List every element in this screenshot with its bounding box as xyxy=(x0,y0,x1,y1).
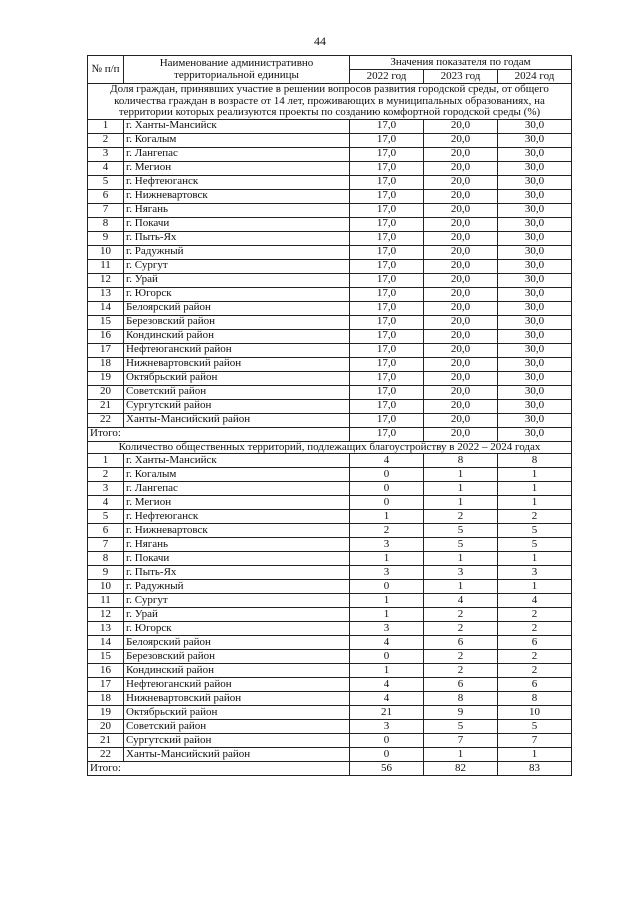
row-value-2022: 17,0 xyxy=(350,245,424,259)
row-value-2022: 1 xyxy=(350,664,424,678)
row-value-2022: 3 xyxy=(350,538,424,552)
row-value-2023: 9 xyxy=(424,706,498,720)
table-row xyxy=(88,720,572,734)
row-value-2022: 17,0 xyxy=(350,175,424,189)
row-value-2022: 17,0 xyxy=(350,301,424,315)
total-value-2024: 83 xyxy=(498,762,572,776)
row-value-2023: 1 xyxy=(424,748,498,762)
row-value-2024: 30,0 xyxy=(498,133,572,147)
row-number: 2 xyxy=(88,468,124,482)
row-value-2024: 2 xyxy=(498,622,572,636)
row-value-2023: 20,0 xyxy=(424,301,498,315)
row-value-2024: 1 xyxy=(498,482,572,496)
table-row xyxy=(88,566,572,580)
row-unit-name: г. Урай xyxy=(124,273,350,287)
row-unit-name: г. Лангепас xyxy=(124,482,350,496)
row-unit-name: Ханты-Мансийский район xyxy=(124,413,350,427)
row-unit-name: Нефтеюганский район xyxy=(124,678,350,692)
table-row xyxy=(88,748,572,762)
row-value-2023: 20,0 xyxy=(424,357,498,371)
table-row xyxy=(88,399,572,413)
row-value-2023: 6 xyxy=(424,636,498,650)
table-row xyxy=(88,217,572,231)
row-value-2023: 20,0 xyxy=(424,217,498,231)
row-number: 20 xyxy=(88,720,124,734)
row-number: 12 xyxy=(88,608,124,622)
table-row xyxy=(88,510,572,524)
row-number: 13 xyxy=(88,622,124,636)
section2-body xyxy=(88,441,572,776)
row-unit-name: Сургутский район xyxy=(124,399,350,413)
row-unit-name: г. Лангепас xyxy=(124,147,350,161)
page-number: 44 xyxy=(314,34,326,48)
row-value-2024: 30,0 xyxy=(498,343,572,357)
row-value-2022: 1 xyxy=(350,608,424,622)
row-value-2023: 20,0 xyxy=(424,385,498,399)
row-value-2022: 17,0 xyxy=(350,147,424,161)
table-row xyxy=(88,706,572,720)
row-value-2024: 8 xyxy=(498,692,572,706)
row-number: 14 xyxy=(88,636,124,650)
table-row xyxy=(88,245,572,259)
row-value-2024: 2 xyxy=(498,510,572,524)
row-number: 20 xyxy=(88,385,124,399)
row-unit-name: г. Югорск xyxy=(124,622,350,636)
row-number: 18 xyxy=(88,692,124,706)
row-number: 6 xyxy=(88,524,124,538)
row-value-2024: 7 xyxy=(498,734,572,748)
section1-title: Доля граждан, принявших участие в решении вопросов развития городской среды, от общего количества граждан в возрасте от 14 лет, проживающих в муниципальных образованиях, на территории которых реализуются проекты по созданию комфортной городской среды (%) xyxy=(88,84,572,120)
row-value-2022: 17,0 xyxy=(350,399,424,413)
row-number: 21 xyxy=(88,399,124,413)
row-value-2022: 17,0 xyxy=(350,413,424,427)
table-row xyxy=(88,189,572,203)
row-unit-name: Березовский район xyxy=(124,650,350,664)
table-row xyxy=(88,580,572,594)
row-unit-name: Советский район xyxy=(124,720,350,734)
table-row xyxy=(88,315,572,329)
row-value-2022: 17,0 xyxy=(350,329,424,343)
row-value-2022: 3 xyxy=(350,720,424,734)
row-value-2023: 2 xyxy=(424,650,498,664)
row-number: 9 xyxy=(88,231,124,245)
row-value-2023: 20,0 xyxy=(424,175,498,189)
row-value-2023: 8 xyxy=(424,454,498,468)
row-number: 13 xyxy=(88,287,124,301)
row-value-2022: 4 xyxy=(350,678,424,692)
row-unit-name: г. Покачи xyxy=(124,552,350,566)
row-value-2022: 17,0 xyxy=(350,119,424,133)
row-value-2022: 17,0 xyxy=(350,231,424,245)
row-value-2023: 20,0 xyxy=(424,287,498,301)
row-value-2023: 20,0 xyxy=(424,161,498,175)
table-row xyxy=(88,413,572,427)
row-value-2022: 0 xyxy=(350,496,424,510)
table-row xyxy=(88,622,572,636)
row-value-2023: 2 xyxy=(424,664,498,678)
row-unit-name: г. Нягань xyxy=(124,203,350,217)
row-value-2024: 1 xyxy=(498,468,572,482)
row-value-2023: 1 xyxy=(424,552,498,566)
header-year-2024: 2024 год xyxy=(498,70,572,84)
row-unit-name: Белоярский район xyxy=(124,301,350,315)
row-value-2022: 17,0 xyxy=(350,217,424,231)
row-value-2022: 17,0 xyxy=(350,133,424,147)
total-label: Итого: xyxy=(88,427,350,441)
header-unit-name: Наименование административно территориальной единицы xyxy=(124,56,350,84)
row-value-2022: 3 xyxy=(350,622,424,636)
row-number: 17 xyxy=(88,343,124,357)
row-value-2024: 30,0 xyxy=(498,259,572,273)
table-row xyxy=(88,147,572,161)
row-value-2022: 1 xyxy=(350,594,424,608)
row-unit-name: г. Урай xyxy=(124,608,350,622)
table-row xyxy=(88,385,572,399)
row-value-2023: 3 xyxy=(424,566,498,580)
table-row xyxy=(88,734,572,748)
table-row xyxy=(88,343,572,357)
total-value-2023: 82 xyxy=(424,762,498,776)
indicator-table xyxy=(87,55,572,776)
table-row xyxy=(88,119,572,133)
row-unit-name: г. Мегион xyxy=(124,161,350,175)
table-row xyxy=(88,692,572,706)
row-number: 1 xyxy=(88,454,124,468)
row-value-2024: 30,0 xyxy=(498,385,572,399)
row-value-2022: 3 xyxy=(350,566,424,580)
row-value-2022: 0 xyxy=(350,748,424,762)
row-value-2023: 4 xyxy=(424,594,498,608)
row-value-2022: 17,0 xyxy=(350,259,424,273)
row-unit-name: г. Нефтеюганск xyxy=(124,175,350,189)
table-row xyxy=(88,259,572,273)
row-unit-name: г. Когалым xyxy=(124,133,350,147)
row-value-2023: 6 xyxy=(424,678,498,692)
row-value-2022: 21 xyxy=(350,706,424,720)
row-value-2024: 2 xyxy=(498,664,572,678)
row-value-2024: 30,0 xyxy=(498,413,572,427)
row-number: 11 xyxy=(88,594,124,608)
table-row xyxy=(88,329,572,343)
row-value-2022: 17,0 xyxy=(350,343,424,357)
row-value-2023: 1 xyxy=(424,496,498,510)
row-unit-name: Нижневартовский район xyxy=(124,692,350,706)
row-value-2023: 2 xyxy=(424,608,498,622)
row-unit-name: г. Сургут xyxy=(124,594,350,608)
row-value-2024: 30,0 xyxy=(498,273,572,287)
row-number: 8 xyxy=(88,217,124,231)
row-value-2024: 30,0 xyxy=(498,357,572,371)
row-value-2023: 20,0 xyxy=(424,119,498,133)
table-row xyxy=(88,552,572,566)
table-row xyxy=(88,371,572,385)
row-value-2024: 30,0 xyxy=(498,329,572,343)
row-value-2022: 17,0 xyxy=(350,287,424,301)
row-value-2022: 17,0 xyxy=(350,203,424,217)
row-number: 10 xyxy=(88,245,124,259)
row-value-2022: 17,0 xyxy=(350,161,424,175)
row-unit-name: г. Радужный xyxy=(124,245,350,259)
row-value-2022: 1 xyxy=(350,510,424,524)
row-number: 15 xyxy=(88,650,124,664)
table-row xyxy=(88,175,572,189)
row-value-2022: 17,0 xyxy=(350,189,424,203)
row-value-2023: 20,0 xyxy=(424,329,498,343)
row-value-2024: 5 xyxy=(498,524,572,538)
row-unit-name: г. Когалым xyxy=(124,468,350,482)
row-value-2022: 17,0 xyxy=(350,273,424,287)
row-number: 5 xyxy=(88,175,124,189)
row-value-2023: 20,0 xyxy=(424,245,498,259)
header-number: № п/п xyxy=(88,56,124,84)
row-number: 8 xyxy=(88,552,124,566)
row-number: 3 xyxy=(88,147,124,161)
section1-body xyxy=(88,84,572,442)
row-value-2022: 4 xyxy=(350,692,424,706)
row-number: 6 xyxy=(88,189,124,203)
row-value-2023: 20,0 xyxy=(424,343,498,357)
row-unit-name: Березовский район xyxy=(124,315,350,329)
row-value-2024: 3 xyxy=(498,566,572,580)
row-value-2022: 0 xyxy=(350,734,424,748)
row-unit-name: г. Сургут xyxy=(124,259,350,273)
row-value-2023: 1 xyxy=(424,482,498,496)
row-unit-name: Октябрьский район xyxy=(124,371,350,385)
row-value-2023: 7 xyxy=(424,734,498,748)
table-row xyxy=(88,203,572,217)
total-row xyxy=(88,427,572,441)
row-number: 17 xyxy=(88,678,124,692)
row-number: 11 xyxy=(88,259,124,273)
table-row xyxy=(88,161,572,175)
row-unit-name: Нижневартовский район xyxy=(124,357,350,371)
row-unit-name: г. Нефтеюганск xyxy=(124,510,350,524)
row-number: 10 xyxy=(88,580,124,594)
row-value-2022: 17,0 xyxy=(350,385,424,399)
table-row xyxy=(88,664,572,678)
row-value-2024: 10 xyxy=(498,706,572,720)
row-value-2022: 17,0 xyxy=(350,357,424,371)
row-value-2023: 20,0 xyxy=(424,259,498,273)
row-value-2023: 5 xyxy=(424,720,498,734)
header-year-2023: 2023 год xyxy=(424,70,498,84)
row-number: 18 xyxy=(88,357,124,371)
row-value-2024: 30,0 xyxy=(498,189,572,203)
row-value-2022: 17,0 xyxy=(350,371,424,385)
row-number: 21 xyxy=(88,734,124,748)
table-row xyxy=(88,273,572,287)
row-value-2023: 2 xyxy=(424,622,498,636)
row-value-2024: 30,0 xyxy=(498,399,572,413)
table-row xyxy=(88,482,572,496)
row-unit-name: г. Нижневартовск xyxy=(124,189,350,203)
total-value-2022: 56 xyxy=(350,762,424,776)
row-number: 3 xyxy=(88,482,124,496)
header-values-title: Значения показателя по годам xyxy=(350,56,572,70)
row-value-2022: 4 xyxy=(350,454,424,468)
row-value-2022: 0 xyxy=(350,468,424,482)
row-unit-name: Советский район xyxy=(124,385,350,399)
row-unit-name: Кондинский район xyxy=(124,329,350,343)
table-row xyxy=(88,636,572,650)
row-number: 19 xyxy=(88,371,124,385)
row-number: 15 xyxy=(88,315,124,329)
row-value-2024: 1 xyxy=(498,552,572,566)
row-number: 7 xyxy=(88,203,124,217)
row-value-2024: 30,0 xyxy=(498,217,572,231)
total-row xyxy=(88,762,572,776)
row-value-2022: 0 xyxy=(350,482,424,496)
row-value-2023: 20,0 xyxy=(424,399,498,413)
row-unit-name: Октябрьский район xyxy=(124,706,350,720)
row-unit-name: г. Нягань xyxy=(124,538,350,552)
row-value-2023: 20,0 xyxy=(424,371,498,385)
table-row xyxy=(88,454,572,468)
row-number: 22 xyxy=(88,748,124,762)
row-unit-name: Нефтеюганский район xyxy=(124,343,350,357)
row-value-2022: 4 xyxy=(350,636,424,650)
total-value-2023: 20,0 xyxy=(424,427,498,441)
total-value-2024: 30,0 xyxy=(498,427,572,441)
row-number: 5 xyxy=(88,510,124,524)
row-value-2024: 5 xyxy=(498,720,572,734)
row-value-2024: 2 xyxy=(498,650,572,664)
table-row xyxy=(88,678,572,692)
table-row xyxy=(88,301,572,315)
row-value-2024: 1 xyxy=(498,496,572,510)
row-value-2023: 20,0 xyxy=(424,133,498,147)
row-value-2022: 0 xyxy=(350,650,424,664)
row-number: 16 xyxy=(88,664,124,678)
row-value-2023: 2 xyxy=(424,510,498,524)
total-value-2022: 17,0 xyxy=(350,427,424,441)
table-row xyxy=(88,133,572,147)
row-value-2024: 30,0 xyxy=(498,287,572,301)
row-number: 9 xyxy=(88,566,124,580)
row-value-2023: 20,0 xyxy=(424,189,498,203)
row-unit-name: Сургутский район xyxy=(124,734,350,748)
row-value-2024: 30,0 xyxy=(498,175,572,189)
row-value-2023: 20,0 xyxy=(424,231,498,245)
row-unit-name: г. Югорск xyxy=(124,287,350,301)
row-value-2024: 5 xyxy=(498,538,572,552)
table-row xyxy=(88,496,572,510)
row-unit-name: г. Нижневартовск xyxy=(124,524,350,538)
row-value-2024: 30,0 xyxy=(498,245,572,259)
table-row xyxy=(88,287,572,301)
row-unit-name: г. Мегион xyxy=(124,496,350,510)
table-row xyxy=(88,608,572,622)
row-number: 14 xyxy=(88,301,124,315)
row-value-2023: 20,0 xyxy=(424,413,498,427)
table-row xyxy=(88,524,572,538)
row-unit-name: г. Радужный xyxy=(124,580,350,594)
row-value-2024: 30,0 xyxy=(498,119,572,133)
row-value-2024: 30,0 xyxy=(498,161,572,175)
table-row xyxy=(88,357,572,371)
row-value-2024: 4 xyxy=(498,594,572,608)
row-number: 22 xyxy=(88,413,124,427)
row-value-2024: 30,0 xyxy=(498,301,572,315)
row-unit-name: г. Пыть-Ях xyxy=(124,231,350,245)
table-row xyxy=(88,468,572,482)
row-unit-name: г. Ханты-Мансийск xyxy=(124,454,350,468)
row-unit-name: г. Пыть-Ях xyxy=(124,566,350,580)
row-value-2023: 5 xyxy=(424,524,498,538)
row-value-2023: 20,0 xyxy=(424,273,498,287)
row-value-2022: 17,0 xyxy=(350,315,424,329)
total-label: Итого: xyxy=(88,762,350,776)
row-value-2024: 30,0 xyxy=(498,315,572,329)
row-unit-name: Белоярский район xyxy=(124,636,350,650)
row-value-2022: 1 xyxy=(350,552,424,566)
row-value-2024: 6 xyxy=(498,678,572,692)
table-row xyxy=(88,538,572,552)
row-value-2024: 6 xyxy=(498,636,572,650)
row-value-2024: 1 xyxy=(498,748,572,762)
row-value-2024: 1 xyxy=(498,580,572,594)
row-value-2023: 20,0 xyxy=(424,147,498,161)
row-value-2023: 5 xyxy=(424,538,498,552)
row-value-2024: 30,0 xyxy=(498,203,572,217)
row-value-2024: 2 xyxy=(498,608,572,622)
row-unit-name: Кондинский район xyxy=(124,664,350,678)
row-value-2024: 30,0 xyxy=(498,231,572,245)
row-number: 7 xyxy=(88,538,124,552)
row-unit-name: г. Покачи xyxy=(124,217,350,231)
row-number: 16 xyxy=(88,329,124,343)
row-number: 19 xyxy=(88,706,124,720)
row-value-2023: 1 xyxy=(424,468,498,482)
section2-title: Количество общественных территорий, подлежащих благоустройству в 2022 – 2024 годах xyxy=(88,441,572,454)
row-value-2022: 2 xyxy=(350,524,424,538)
row-value-2023: 8 xyxy=(424,692,498,706)
row-value-2023: 1 xyxy=(424,580,498,594)
row-unit-name: г. Ханты-Мансийск xyxy=(124,119,350,133)
row-value-2023: 20,0 xyxy=(424,315,498,329)
row-value-2024: 30,0 xyxy=(498,371,572,385)
table-row xyxy=(88,594,572,608)
row-value-2024: 30,0 xyxy=(498,147,572,161)
table-row xyxy=(88,650,572,664)
row-number: 1 xyxy=(88,119,124,133)
row-unit-name: Ханты-Мансийский район xyxy=(124,748,350,762)
row-number: 4 xyxy=(88,496,124,510)
row-number: 4 xyxy=(88,161,124,175)
table-row xyxy=(88,231,572,245)
row-number: 12 xyxy=(88,273,124,287)
header-year-2022: 2022 год xyxy=(350,70,424,84)
row-number: 2 xyxy=(88,133,124,147)
row-value-2023: 20,0 xyxy=(424,203,498,217)
row-value-2022: 0 xyxy=(350,580,424,594)
row-value-2024: 8 xyxy=(498,454,572,468)
